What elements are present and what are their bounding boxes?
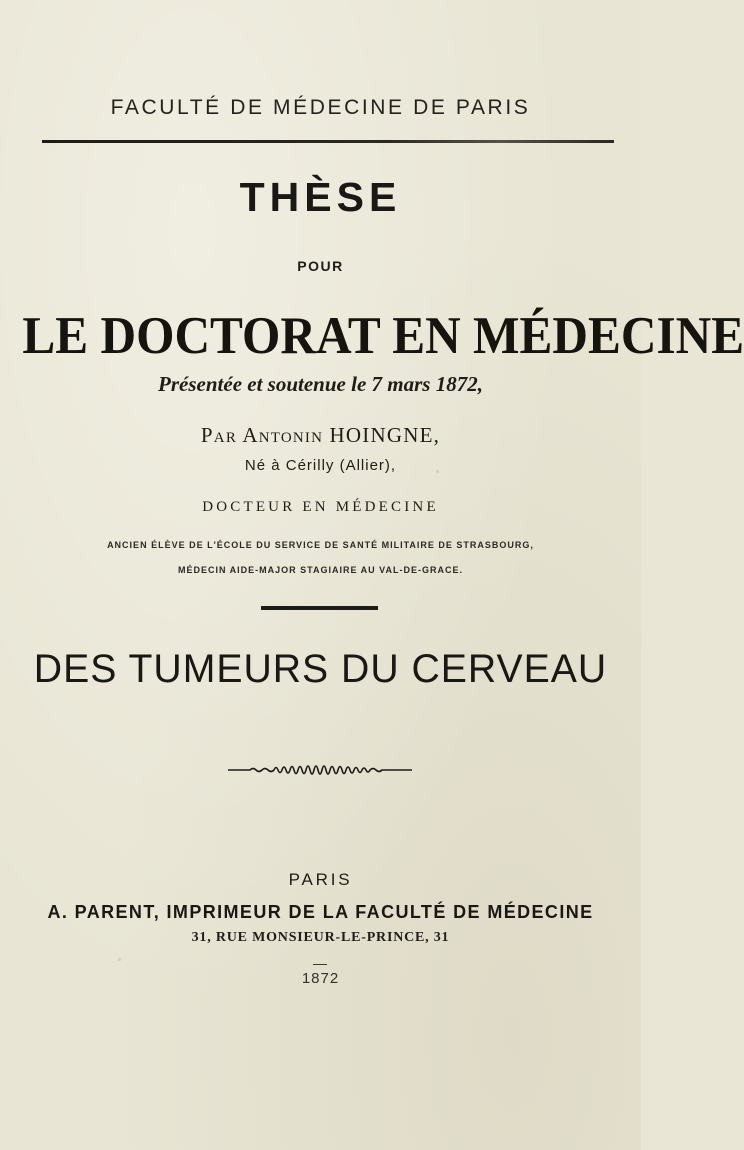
these-title: THÈSE [239, 174, 402, 220]
pour-label: POUR [297, 258, 344, 274]
doctorat-title: LE DOCTORAT EN MÉDECINE [22, 307, 744, 365]
defense-date: Présentée et soutenue le 7 mars 1872, [158, 372, 483, 396]
paper-speck [118, 958, 121, 961]
degree-line: DOCTEUR EN MÉDECINE [202, 499, 439, 515]
birthplace: Né à Cérilly (Allier), [244, 457, 397, 474]
faculty-heading: FACULTÉ DE MÉDECINE DE PARIS [110, 96, 531, 119]
position-line: MÉDECIN AIDE-MAJOR STAGIAIRE AU VAL-DE-GRACE. [177, 565, 463, 575]
wavy-ornament [228, 760, 412, 780]
imprint-year: 1872 [301, 970, 340, 987]
printer-line: A. PARENT, IMPRIMEUR DE LA FACULTÉ DE MÉDECINE [47, 902, 594, 922]
author-line: Par Antonin HOINGNE, [200, 423, 441, 447]
former-student-line: ANCIEN ÉLÈVE DE L'ÉCOLE DU SERVICE DE SANTÉ MILITAIRE DE STRASBOURG, [107, 540, 534, 550]
small-dash [313, 964, 327, 965]
imprint-city: PARIS [288, 870, 353, 889]
top-rule [42, 140, 614, 143]
middle-rule [261, 606, 378, 610]
thesis-subject: DES TUMEURS DU CERVEAU [33, 647, 608, 691]
printer-address: 31, RUE MONSIEUR-LE-PRINCE, 31 [191, 930, 450, 945]
